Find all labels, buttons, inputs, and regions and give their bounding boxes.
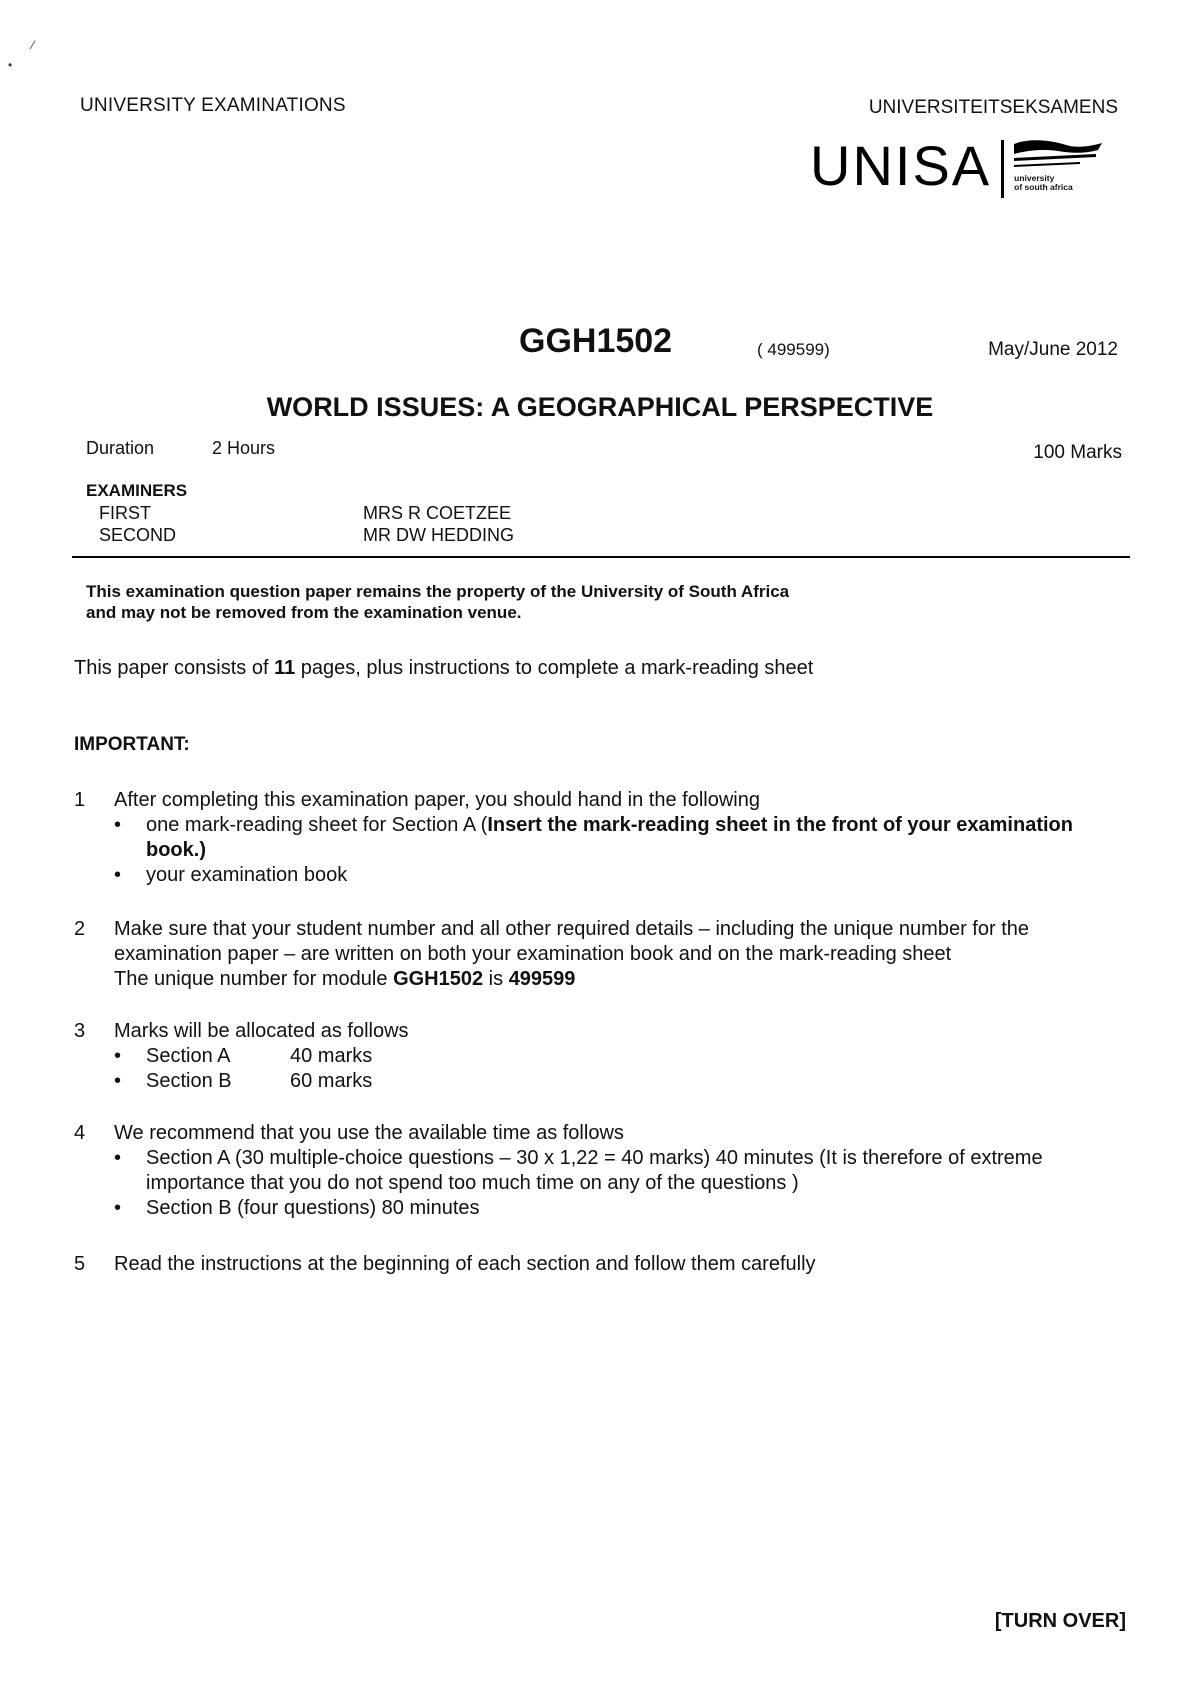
unique-number: ( 499599) (757, 340, 830, 359)
instruction-item (74, 788, 1134, 888)
instruction-item (74, 917, 1134, 992)
unique-number-line: The unique number for module GGH1502 is 499599 (114, 968, 576, 990)
instruction-number: 5 (74, 1253, 86, 1275)
header-left-title: UNIVERSITY EXAMINATIONS (80, 95, 346, 116)
second-examiner-name: MR DW HEDDING (363, 525, 514, 545)
instruction-text: Marks will be allocated as follows (114, 1020, 409, 1042)
instruction-bullet: • Section B (four questions) 80 minutes (114, 1197, 480, 1219)
instruction-bullet: • your examination book (114, 864, 348, 886)
logo-wordmark: UNISA (810, 134, 992, 197)
instruction-item (74, 1252, 1134, 1277)
instruction-number: 3 (74, 1020, 86, 1042)
header-right-title: UNIVERSITEITSEKSAMENS (868, 97, 1118, 118)
examiners-heading: EXAMINERS (86, 481, 188, 500)
important-heading: IMPORTANT: (74, 734, 190, 755)
unisa-logo (810, 134, 1110, 200)
instruction-text: Make sure that your student number and all other required details – including the unique number for the examination paper – are written on both your examination book and on the mark-reading sheet (114, 918, 1029, 965)
logo-tagline: university of south africa (1014, 173, 1073, 192)
second-examiner-label: SECOND (99, 525, 177, 545)
duration-value: 2 Hours (212, 438, 276, 458)
instruction-bullet: • Section A (30 multiple-choice questions – 30 x 1,22 = 40 marks) 40 minutes (It is therefore of extreme importance that you do not spend too much time on any of the questions ) (114, 1147, 1043, 1194)
instruction-bullet: • one mark-reading sheet for Section A (Insert the mark-reading sheet in the front of your examination book.) (114, 814, 1073, 861)
logo-divider (1001, 140, 1004, 198)
page-count: 11 (274, 657, 296, 679)
scan-mark: ⁄ (32, 38, 35, 52)
first-examiner-label: FIRST (99, 503, 151, 523)
turn-over-label: [TURN OVER] (994, 1610, 1126, 1632)
instruction-item (74, 1121, 1134, 1221)
instruction-item (74, 1019, 1134, 1094)
page-count-statement: This paper consists of 11 pages, plus instructions to complete a mark-reading sheet (74, 657, 814, 679)
paper-title: WORLD ISSUES: A GEOGRAPHICAL PERSPECTIVE (266, 392, 934, 422)
instruction-number: 4 (74, 1122, 86, 1144)
logo-emblem (1010, 138, 1110, 200)
scan-mark: • (8, 58, 13, 72)
instruction-text: We recommend that you use the available time as follows (114, 1122, 624, 1144)
total-marks: 100 Marks (1033, 442, 1122, 463)
instruction-bullet: • Section B 60 marks (114, 1070, 373, 1092)
instruction-bullet: • Section A 40 marks (114, 1045, 373, 1067)
instruction-text: After completing this examination paper, you should hand in the following (114, 789, 760, 811)
divider-rule (72, 556, 1130, 558)
property-notice: This examination question paper remains the property of the University of South Africa and may not be removed from the examination venue. (86, 582, 790, 622)
instruction-number: 2 (74, 918, 86, 940)
course-code: GGH1502 (519, 322, 673, 360)
instruction-number: 1 (74, 789, 86, 811)
flag-icon (1010, 138, 1110, 174)
instruction-text: Read the instructions at the beginning of each section and follow them carefully (114, 1253, 816, 1275)
duration-label: Duration (86, 438, 155, 458)
first-examiner-name: MRS R COETZEE (363, 503, 512, 523)
exam-session: May/June 2012 (988, 339, 1118, 360)
